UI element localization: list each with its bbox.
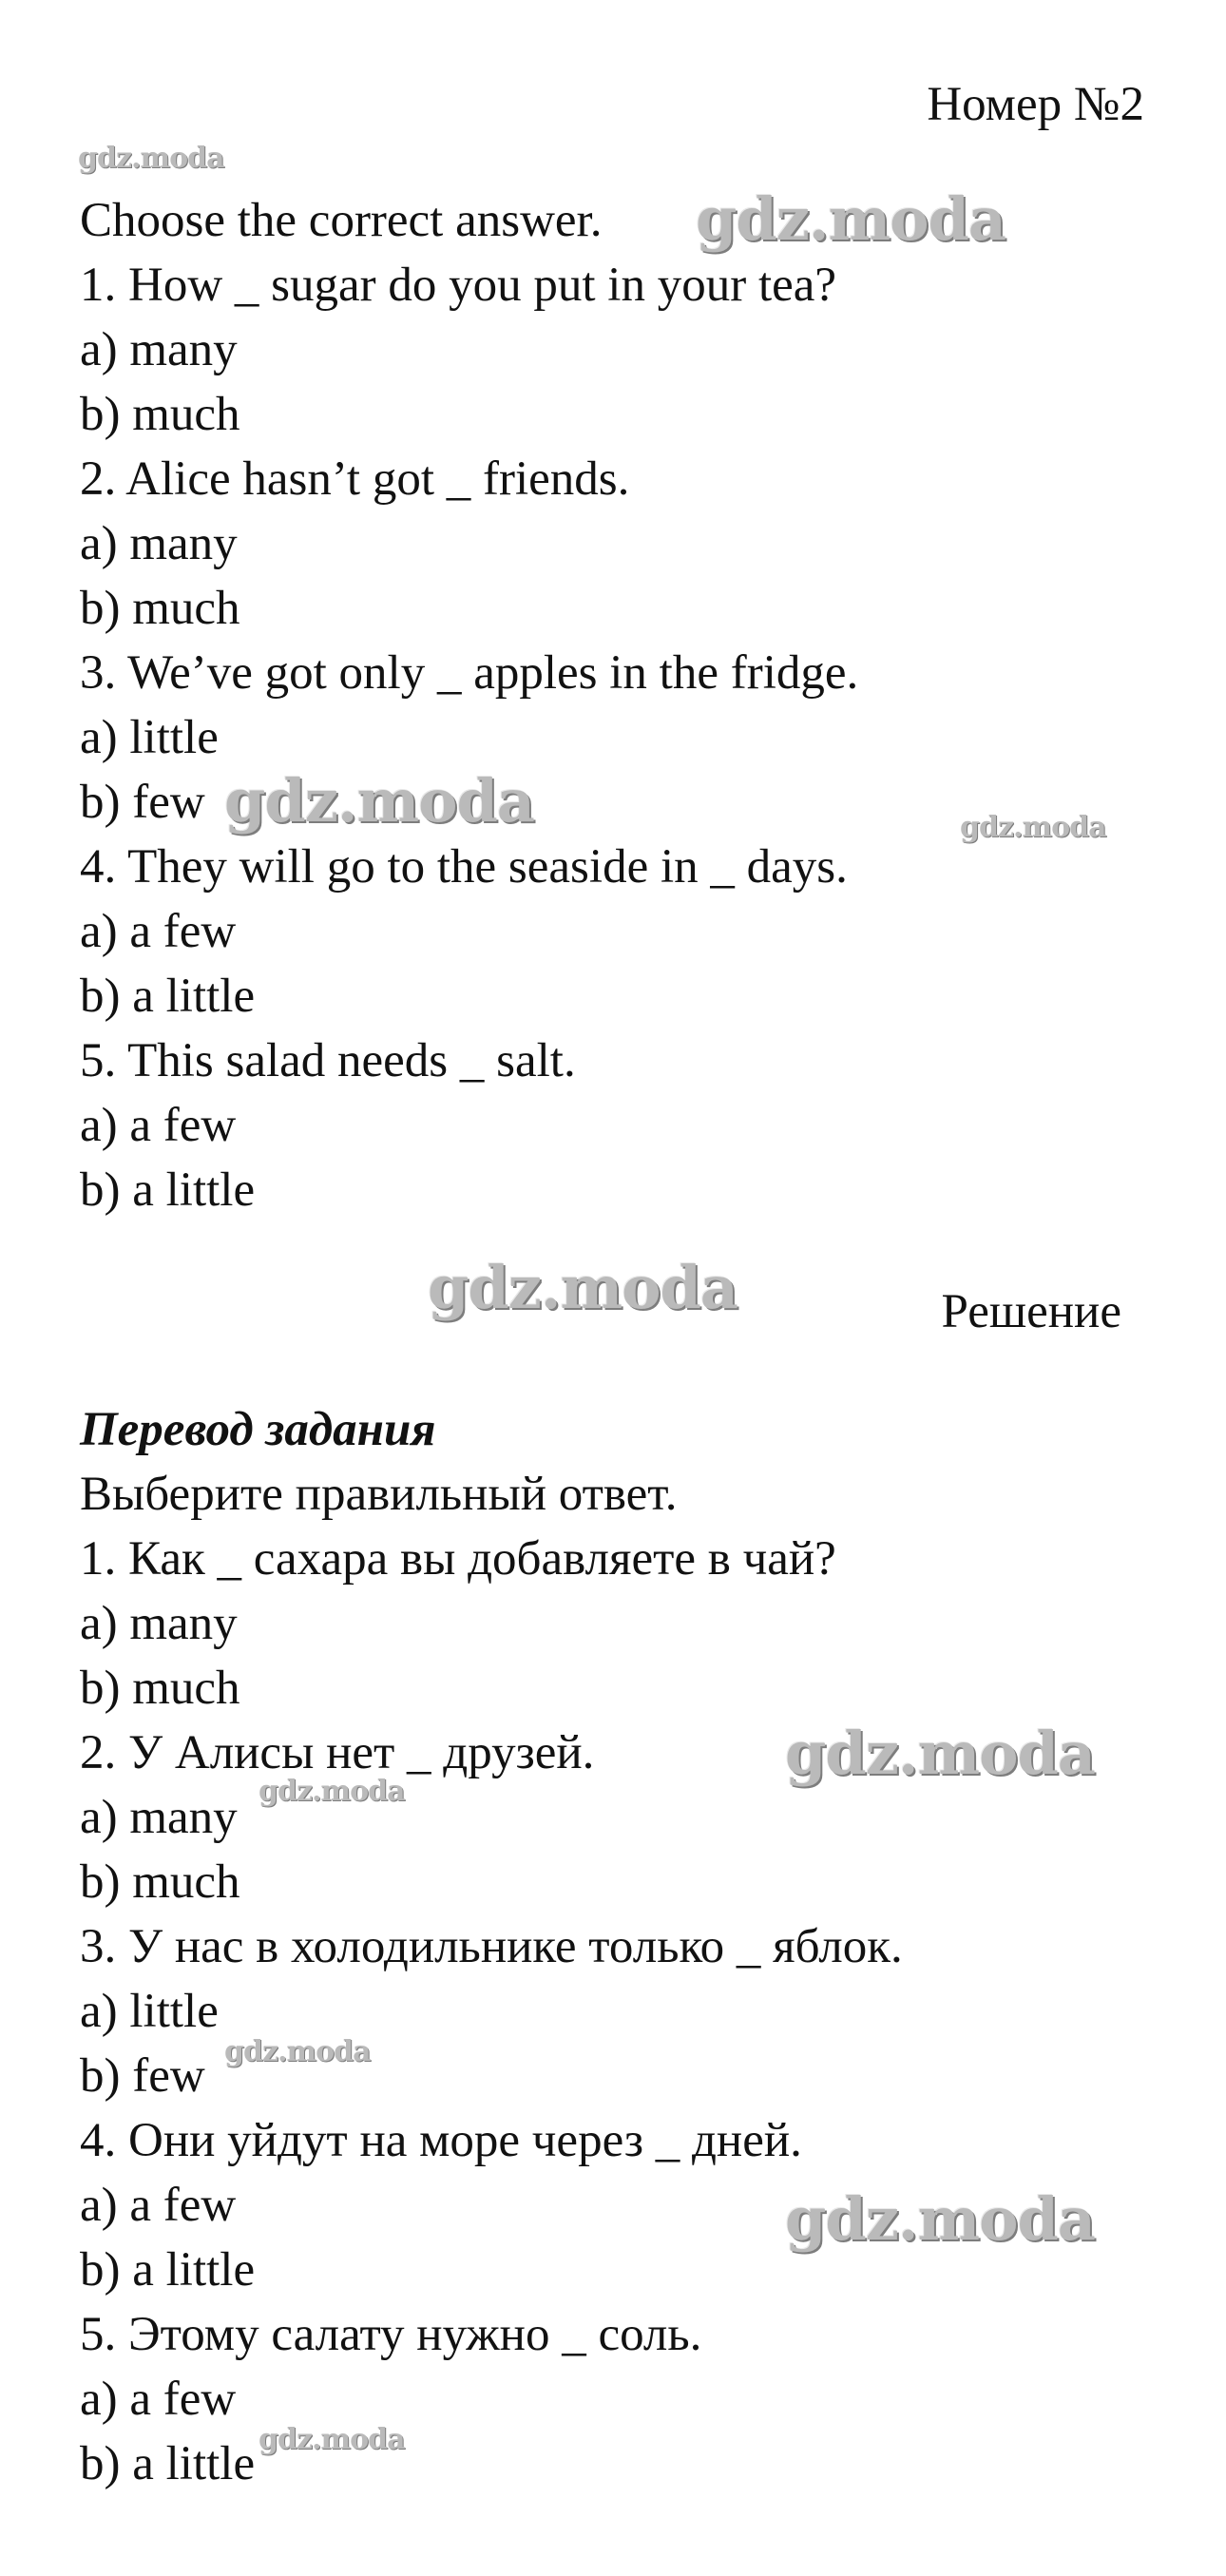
question-2: 2. Alice hasn’t got _ friends. (80, 452, 630, 506)
translation-option-5b: b) a little (80, 2437, 256, 2490)
exercise-instruction: Choose the correct answer. (80, 194, 603, 247)
option-4b: b) a little (80, 970, 256, 1023)
translation-heading: Перевод задания (80, 1403, 436, 1456)
watermark: gdz.moda (259, 1775, 405, 1808)
translation-option-1a: a) many (80, 1597, 238, 1650)
option-2b: b) much (80, 582, 240, 635)
task-number: Номер №2 (927, 78, 1144, 131)
option-1a: a) many (80, 323, 238, 376)
option-2a: a) many (80, 517, 238, 570)
watermark: gdz.moda (960, 811, 1106, 844)
watermark: gdz.moda (428, 1253, 738, 1322)
watermark: gdz.moda (78, 142, 224, 175)
watermark: gdz.moda (785, 1719, 1095, 1788)
solution-label: Решение (941, 1285, 1121, 1338)
translation-option-3b: b) few (80, 2049, 205, 2103)
option-5b: b) a little (80, 1163, 256, 1217)
watermark: gdz.moda (259, 2423, 405, 2456)
translation-option-3a: a) little (80, 1985, 219, 2038)
translation-option-2a: a) many (80, 1791, 238, 1844)
watermark: gdz.moda (785, 2184, 1095, 2254)
watermark: gdz.moda (696, 184, 1006, 254)
watermark: gdz.moda (224, 2035, 371, 2068)
option-1b: b) much (80, 388, 240, 441)
option-5a: a) a few (80, 1099, 237, 1152)
question-3: 3. We’ve got only _ apples in the fridge. (80, 646, 859, 700)
option-4a: a) a few (80, 905, 237, 958)
translation-option-1b: b) much (80, 1662, 240, 1715)
translation-question-3: 3. У нас в холодильнике только _ яблок. (80, 1920, 903, 1973)
translation-question-5: 5. Этому салату нужно _ соль. (80, 2308, 702, 2361)
translation-option-2b: b) much (80, 1855, 240, 1909)
option-3b: b) few (80, 776, 205, 829)
translation-question-4: 4. Они уйдут на море через _ дней. (80, 2114, 802, 2167)
translation-option-5a: a) a few (80, 2373, 237, 2426)
question-5: 5. This salad needs _ salt. (80, 1034, 576, 1087)
translation-question-1: 1. Как _ сахара вы добавляете в чай? (80, 1532, 836, 1586)
watermark: gdz.moda (224, 766, 534, 836)
translation-question-2: 2. У Алисы нет _ друзей. (80, 1726, 595, 1779)
question-4: 4. They will go to the seaside in _ days. (80, 840, 848, 894)
question-1: 1. How _ sugar do you put in your tea? (80, 259, 837, 312)
translation-option-4b: b) a little (80, 2243, 256, 2297)
option-3a: a) little (80, 711, 219, 764)
translation-option-4a: a) a few (80, 2179, 237, 2232)
translation-instruction: Выберите правильный ответ. (80, 1468, 678, 1521)
